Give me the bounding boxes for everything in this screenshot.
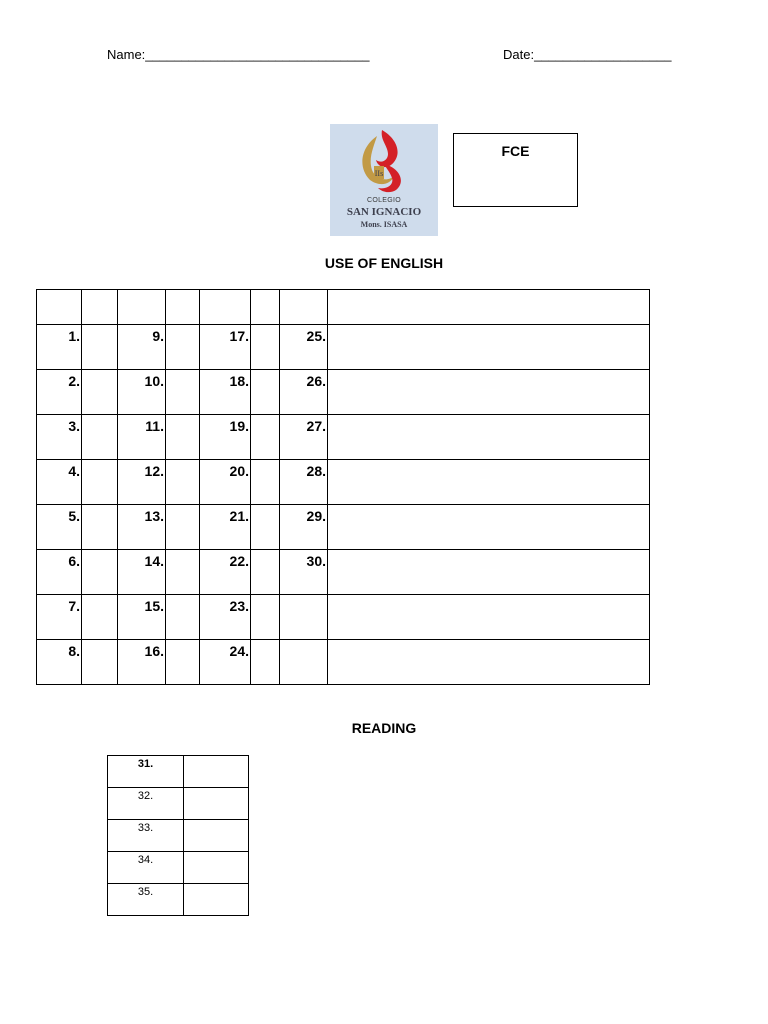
grid-header-cell [251, 290, 280, 325]
answer-cell[interactable] [184, 884, 249, 916]
answer-cell[interactable] [166, 415, 200, 460]
question-number-cell [37, 460, 82, 505]
table-row [37, 640, 650, 685]
question-number-cell [108, 820, 184, 852]
grid-header-cell [328, 290, 650, 325]
question-number-cell [108, 756, 184, 788]
answer-cell[interactable] [166, 460, 200, 505]
question-number-cell [108, 884, 184, 916]
answer-cell[interactable] [82, 415, 118, 460]
question-number: 2. [68, 373, 80, 389]
question-number: 34. [137, 854, 154, 866]
question-number-cell [118, 370, 166, 415]
reading-title: READING [351, 720, 417, 736]
grid-header-cell [280, 290, 328, 325]
question-number: 33. [137, 822, 154, 834]
answer-cell[interactable] [82, 505, 118, 550]
table-row [108, 788, 249, 820]
question-number: 17. [229, 328, 249, 344]
question-number: 18. [229, 373, 249, 389]
reading-answer-grid [107, 755, 249, 916]
question-number: 35. [137, 886, 154, 898]
question-number-cell [280, 460, 328, 505]
answer-cell[interactable] [251, 325, 280, 370]
answer-cell[interactable] [251, 415, 280, 460]
question-number: 32. [137, 790, 154, 802]
question-number: 30. [306, 553, 326, 569]
answer-cell[interactable] [251, 550, 280, 595]
question-number-cell [37, 370, 82, 415]
answer-cell[interactable] [251, 370, 280, 415]
question-number: 1. [68, 328, 80, 344]
question-number-cell [280, 370, 328, 415]
answer-cell[interactable] [251, 595, 280, 640]
answer-cell[interactable] [328, 325, 650, 370]
answer-cell[interactable] [82, 325, 118, 370]
answer-cell[interactable] [82, 640, 118, 685]
question-number: 6. [68, 553, 80, 569]
grid-header-cell [118, 290, 166, 325]
question-number-cell [200, 415, 251, 460]
question-number-cell [200, 595, 251, 640]
table-row [108, 852, 249, 884]
question-number: 12. [144, 463, 164, 479]
table-row [37, 460, 650, 505]
question-number-cell [118, 460, 166, 505]
question-number-cell [280, 550, 328, 595]
question-number: 23. [229, 598, 249, 614]
question-number-cell [37, 550, 82, 595]
question-number: 16. [144, 643, 164, 659]
question-number: 11. [145, 418, 164, 434]
grid-header-cell [166, 290, 200, 325]
question-number-cell [200, 370, 251, 415]
answer-cell[interactable] [82, 370, 118, 415]
grid-header-cell [37, 290, 82, 325]
question-number-cell [118, 505, 166, 550]
answer-cell[interactable] [82, 550, 118, 595]
question-number: 29. [306, 508, 326, 524]
question-number: 22. [229, 553, 249, 569]
question-number: 3. [68, 418, 80, 434]
answer-cell[interactable] [328, 550, 650, 595]
grid-header-row [37, 290, 650, 325]
question-number: 31. [137, 758, 154, 770]
question-number-cell [118, 550, 166, 595]
answer-cell[interactable] [82, 595, 118, 640]
answer-cell[interactable] [184, 852, 249, 884]
question-number: 25. [306, 328, 326, 344]
question-number: 4. [68, 463, 80, 479]
question-number: 28. [306, 463, 326, 479]
answer-cell[interactable] [251, 640, 280, 685]
question-number: 5. [68, 508, 80, 524]
answer-cell[interactable] [328, 505, 650, 550]
table-row [37, 595, 650, 640]
answer-cell[interactable] [184, 756, 249, 788]
answer-cell[interactable] [251, 460, 280, 505]
question-number [280, 640, 327, 643]
logo-line-san-ignacio: SAN IGNACIO [346, 206, 422, 218]
logo-line-colegio: COLEGIO [367, 197, 401, 204]
question-number-cell [118, 325, 166, 370]
question-number-cell [108, 788, 184, 820]
table-row [37, 325, 650, 370]
answer-cell[interactable] [166, 640, 200, 685]
question-number: 27. [306, 418, 326, 434]
answer-cell[interactable] [184, 820, 249, 852]
question-number: 19. [229, 418, 249, 434]
question-number: 10. [144, 373, 164, 389]
table-row [37, 550, 650, 595]
answer-cell[interactable] [328, 595, 650, 640]
question-number-cell [200, 640, 251, 685]
question-number-cell [118, 640, 166, 685]
svg-text:IIs: IIs [374, 169, 384, 178]
question-number-cell [200, 505, 251, 550]
question-number-cell [37, 505, 82, 550]
grid-header-cell [82, 290, 118, 325]
question-number-cell [280, 595, 328, 640]
question-number-cell [280, 415, 328, 460]
question-number: 26. [306, 373, 326, 389]
table-row [108, 820, 249, 852]
question-number-cell [200, 325, 251, 370]
table-row [108, 756, 249, 788]
answer-cell[interactable] [184, 788, 249, 820]
answer-cell[interactable] [328, 415, 650, 460]
question-number-cell [37, 595, 82, 640]
question-number-cell [118, 595, 166, 640]
fce-score-box[interactable] [453, 133, 578, 207]
question-number: 21. [229, 508, 249, 524]
answer-cell[interactable] [328, 370, 650, 415]
question-number [280, 595, 327, 598]
question-number: 9. [152, 328, 164, 344]
table-row [108, 884, 249, 916]
answer-cell[interactable] [166, 595, 200, 640]
answer-cell[interactable] [328, 460, 650, 505]
table-row [37, 370, 650, 415]
table-row [37, 415, 650, 460]
grid-header-cell [200, 290, 251, 325]
question-number-cell [118, 415, 166, 460]
answer-cell[interactable] [82, 460, 118, 505]
fce-label: FCE [501, 143, 530, 159]
use-of-english-title: USE OF ENGLISH [324, 255, 444, 271]
question-number-cell [280, 325, 328, 370]
logo-line-mons-isasa: Mons. ISASA [360, 220, 408, 229]
question-number: 20. [229, 463, 249, 479]
use-of-english-answer-grid [36, 289, 650, 685]
question-number-cell [108, 852, 184, 884]
answer-cell[interactable] [166, 325, 200, 370]
answer-cell[interactable] [166, 505, 200, 550]
question-number: 15. [144, 598, 164, 614]
question-number-cell [280, 640, 328, 685]
question-number: 24. [229, 643, 249, 659]
question-number-cell [200, 550, 251, 595]
question-number-cell [200, 460, 251, 505]
name-field[interactable]: Name:_______________________________ [107, 47, 370, 62]
date-field[interactable]: Date:___________________ [503, 47, 672, 62]
answer-cell[interactable] [251, 505, 280, 550]
question-number-cell [37, 640, 82, 685]
question-number: 7. [68, 598, 80, 614]
question-number: 14. [144, 553, 164, 569]
question-number-cell [37, 325, 82, 370]
question-number-cell [280, 505, 328, 550]
answer-cell[interactable] [166, 370, 200, 415]
question-number: 8. [68, 643, 80, 659]
school-logo [330, 124, 438, 236]
answer-cell[interactable] [328, 640, 650, 685]
table-row [37, 505, 650, 550]
question-number: 13. [144, 508, 164, 524]
answer-cell[interactable] [166, 550, 200, 595]
question-number-cell [37, 415, 82, 460]
